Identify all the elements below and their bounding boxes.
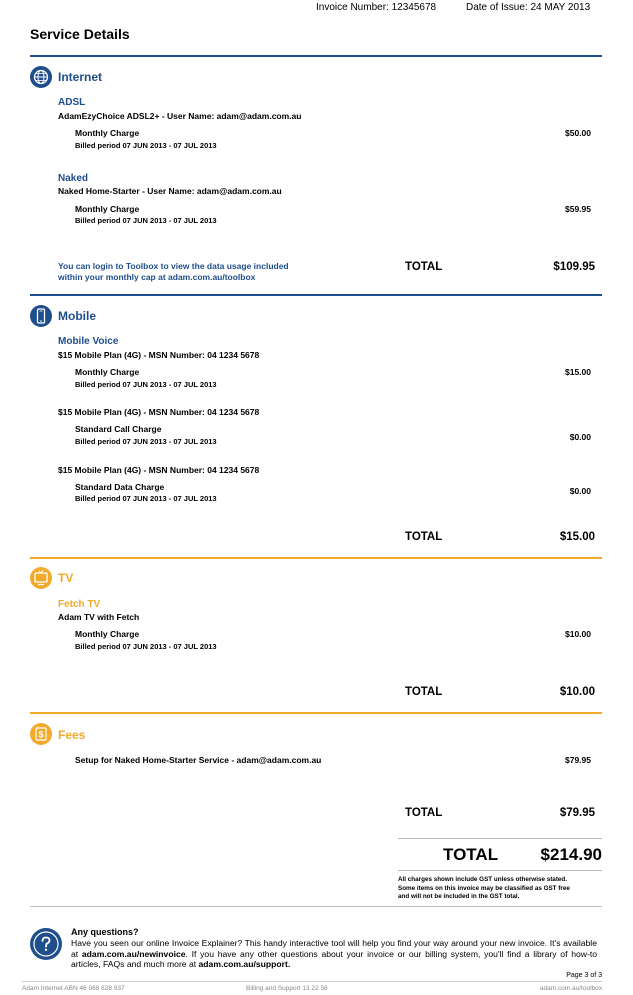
fetch-tv-service-name: Fetch TV <box>58 599 101 610</box>
naked-plan: Naked Home-Starter - User Name: adam@adam.com.au <box>58 186 282 196</box>
grand-total-amount: $214.90 <box>540 845 602 864</box>
naked-service-name: Naked <box>58 173 89 184</box>
question-icon <box>30 928 62 960</box>
mobile-billed-period-3: Billed period 07 JUN 2013 - 07 JUL 2013 <box>75 494 217 503</box>
fees-total-label: TOTAL <box>405 807 443 819</box>
mobile-total-amount: $15.00 <box>559 531 595 543</box>
mobile-section-title: Mobile <box>58 309 96 323</box>
questions-rule <box>30 906 602 907</box>
mobile-monthly-amount: $15.00 <box>565 367 591 377</box>
internet-section-title: Internet <box>58 70 103 84</box>
tv-billed-period: Billed period 07 JUN 2013 - 07 JUL 2013 <box>75 642 217 651</box>
mobile-top-rule <box>30 294 602 296</box>
internet-total-amount: $109.95 <box>553 261 595 273</box>
fees-top-rule <box>30 712 602 714</box>
grand-total-label: TOTAL <box>443 845 499 864</box>
gst-note: All charges shown include GST unless otherwise stated. Some items on this invoice may be classified as GST free and will not be included in the GST total. <box>398 876 570 900</box>
adsl-service-name: ADSL <box>58 97 86 108</box>
mobile-call-amount: $0.00 <box>569 432 591 442</box>
tv-plan: Adam TV with Fetch <box>58 612 140 622</box>
new-invoice-link[interactable]: adam.com.au/newinvoice <box>81 948 186 959</box>
toolbox-note-line1: You can login to Toolbox to view the data usage included <box>58 261 289 271</box>
adsl-charge-label: Monthly Charge <box>75 128 140 138</box>
internet-total-label: TOTAL <box>405 261 443 273</box>
support-link[interactable]: adam.com.au/support. <box>198 959 291 969</box>
mobile-billed-period-2: Billed period 07 JUN 2013 - 07 JUL 2013 <box>75 437 217 446</box>
mobile-data-amount: $0.00 <box>569 486 591 496</box>
adsl-billed-period: Billed period 07 JUN 2013 - 07 JUL 2013 <box>75 141 217 150</box>
footer-support: Billing and Support 13 22 58 <box>246 985 328 992</box>
globe-icon <box>30 66 52 88</box>
mobile-voice-service-name: Mobile Voice <box>58 336 119 347</box>
setup-fee-label: Setup for Naked Home-Starter Service - adam@adam.com.au <box>75 755 322 765</box>
naked-amount: $59.95 <box>565 204 591 214</box>
naked-charge-label: Monthly Charge <box>75 204 140 214</box>
toolbox-note-line2[interactable]: within your monthly cap at adam.com.au/toolbox <box>58 272 256 282</box>
adsl-plan: AdamEzyChoice ADSL2+ - User Name: adam@adam.com.au <box>58 111 302 121</box>
adsl-amount: $50.00 <box>565 128 591 138</box>
fees-total-amount: $79.95 <box>559 807 595 819</box>
mobile-call-charge-label: Standard Call Charge <box>75 424 162 434</box>
setup-fee-amount: $79.95 <box>565 755 591 765</box>
invoice-number: Invoice Number: 12345678 <box>316 2 437 13</box>
tv-amount: $10.00 <box>565 629 591 639</box>
tv-total-amount: $10.00 <box>559 686 595 698</box>
naked-billed-period: Billed period 07 JUN 2013 - 07 JUL 2013 <box>75 216 217 225</box>
grand-total-bottom-rule <box>398 870 602 871</box>
tv-section-title: TV <box>58 571 74 585</box>
questions-title: Any questions? <box>71 927 139 937</box>
mobile-billed-period-1: Billed period 07 JUN 2013 - 07 JUL 2013 <box>75 380 217 389</box>
questions-text: Have you seen our online Invoice Explainer? This handy interactive tool will help you find your way around your new invoice. It's available at adam.com.au/newinvoice. If you have any other questions about your invoice or our billing system, you'll find a library of how-to articles, FAQs and much more at adam.com.au/support. <box>71 938 597 969</box>
fees-section-title: Fees <box>58 728 86 742</box>
footer-url[interactable]: adam.com.au/toolbox <box>539 985 602 992</box>
svg-text:$: $ <box>38 729 44 740</box>
mobile-data-charge-label: Standard Data Charge <box>75 482 165 492</box>
page-number: Page 3 of 3 <box>566 972 602 979</box>
dollar-icon <box>30 723 52 745</box>
page-title: Service Details <box>30 26 130 42</box>
mobile-plan-3: $15 Mobile Plan (4G) - MSN Number: 04 1234 5678 <box>58 465 260 475</box>
date-of-issue: Date of Issue: 24 MAY 2013 <box>466 2 591 13</box>
internet-top-rule <box>30 55 602 57</box>
mobile-plan-1: $15 Mobile Plan (4G) - MSN Number: 04 1234 5678 <box>58 350 260 360</box>
footer-rule <box>22 981 602 982</box>
mobile-monthly-charge-label: Monthly Charge <box>75 367 140 377</box>
tv-top-rule <box>30 557 602 559</box>
tv-total-label: TOTAL <box>405 686 443 698</box>
mobile-phone-icon <box>30 305 52 327</box>
tv-charge-label: Monthly Charge <box>75 629 140 639</box>
mobile-total-label: TOTAL <box>405 531 443 543</box>
grand-total-top-rule <box>398 838 602 839</box>
footer-abn: Adam Internet ABN 46 068 628 937 <box>22 985 125 992</box>
tv-icon <box>30 567 52 589</box>
mobile-plan-2: $15 Mobile Plan (4G) - MSN Number: 04 1234 5678 <box>58 407 260 417</box>
